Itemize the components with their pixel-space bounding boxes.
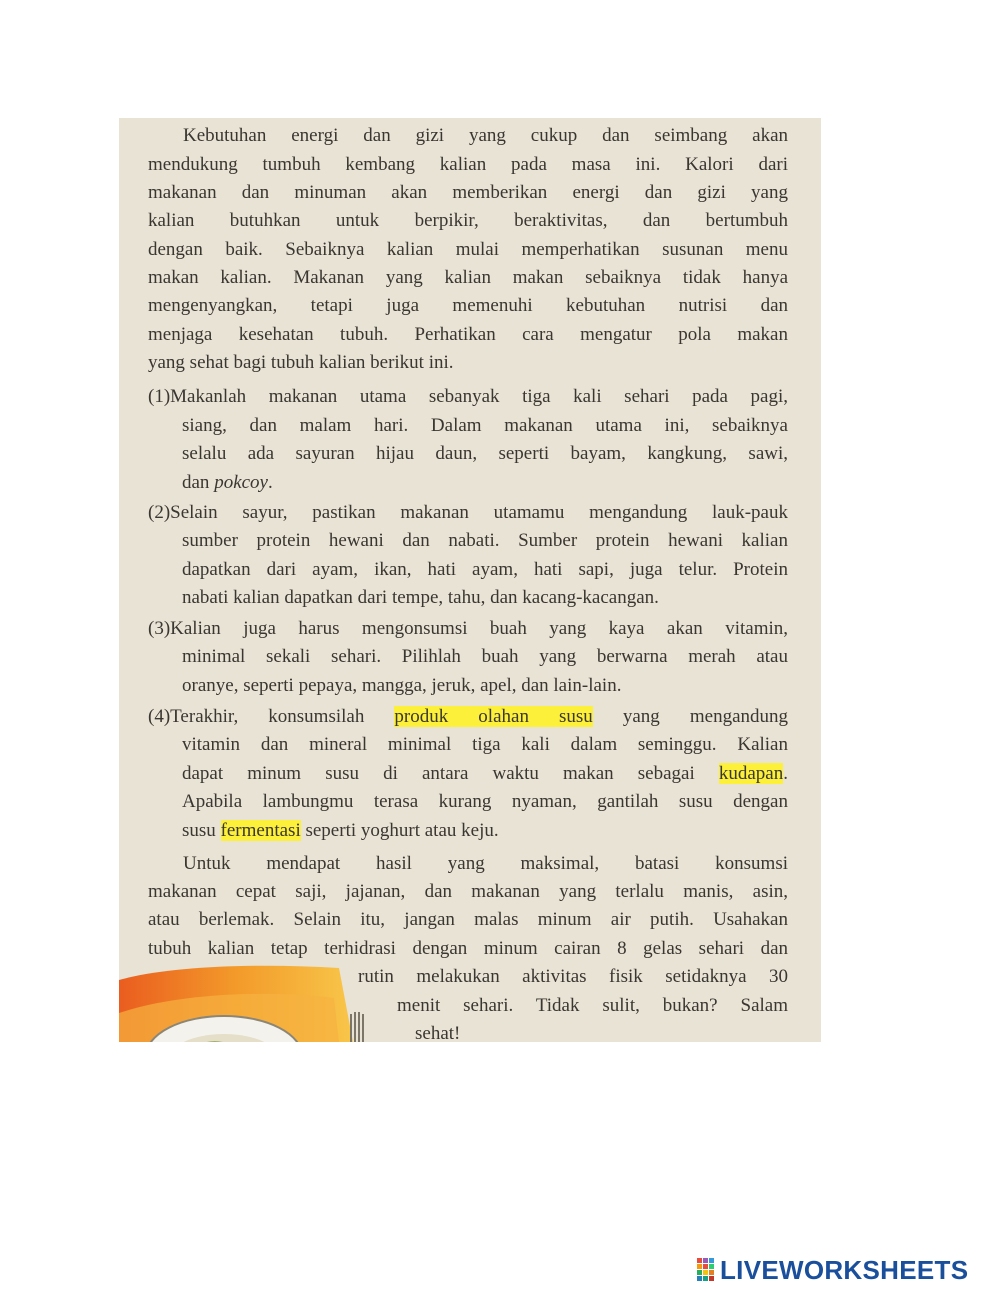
intro-line: mengenyangkan, tetapi juga memenuhi kebutuhan nutrisi dan (148, 295, 788, 316)
intro-line: yang sehat bagi tubuh kalian berikut ini. (148, 352, 454, 373)
list-item-4-line: vitamin dan mineral minimal tiga kali dalam seminggu. Kalian (182, 734, 788, 755)
list-item-4-line: Apabila lambungmu terasa kurang nyaman, gantilah susu dengan (182, 791, 788, 812)
intro-line: mendukung tumbuh kembang kalian pada masa ini. Kalori dari (148, 154, 788, 175)
intro-line: menjaga kesehatan tubuh. Perhatikan cara mengatur pola makan (148, 324, 788, 345)
list-item-2-line: (2)Selain sayur, pastikan makanan utamamu mengandung lauk-pauk (148, 502, 788, 523)
closing-line: atau berlemak. Selain itu, jangan malas minum air putih. Usahakan (148, 909, 788, 930)
list-item-3-line: (3)Kalian juga harus mengonsumsi buah yang kaya akan vitamin, (148, 618, 788, 639)
list-item-3-line: minimal sekali sehari. Pilihlah buah yang berwarna merah atau (182, 646, 788, 667)
liveworksheets-brand-text: LIVEWORKSHEETS (720, 1254, 969, 1285)
list-item-4-line (182, 817, 788, 845)
text-fragment: . (268, 472, 273, 493)
intro-line: kalian butuhkan untuk berpikir, beraktivitas, dan bertumbuh (148, 210, 788, 231)
highlight-kudapan: kudapan (718, 763, 784, 784)
closing-line: makanan cepat saji, jajanan, dan makanan yang terlalu manis, asin, (148, 881, 788, 902)
italic-term-pokcoy: pokcoy (214, 472, 268, 493)
text-fragment: (4)Terakhir, konsumsilah (148, 706, 395, 727)
liveworksheets-logo[interactable] (697, 1254, 992, 1286)
closing-line: menit sehari. Tidak sulit, bukan? Salam (397, 995, 788, 1016)
intro-line: Kebutuhan energi dan gizi yang cukup dan seimbang akan (183, 125, 788, 146)
text-panel (119, 118, 821, 1042)
text-fragment: susu (182, 820, 221, 841)
list-item-1-line: (1)Makanlah makanan utama sebanyak tiga kali sehari pada pagi, (148, 386, 788, 407)
list-item-1-line: siang, dan malam hari. Dalam makanan utama ini, sebaiknya (182, 415, 788, 436)
intro-line: dengan baik. Sebaiknya kalian mulai memperhatikan susunan menu (148, 239, 788, 260)
list-item-1-line: selalu ada sayuran hijau daun, seperti bayam, kangkung, sawi, (182, 443, 788, 464)
text-fragment: yang mengandung (592, 706, 788, 727)
text-fragment: dan (182, 472, 215, 493)
intro-line: makanan dan minuman akan memberikan energi dan gizi yang (148, 182, 788, 203)
list-item-4-line (182, 760, 788, 788)
closing-line: tubuh kalian tetap terhidrasi dengan minum cairan 8 gelas sehari dan (148, 938, 788, 959)
closing-line: Untuk mendapat hasil yang maksimal, batasi konsumsi (183, 853, 788, 874)
list-item-2-line: dapatkan dari ayam, ikan, hati ayam, hati sapi, juga telur. Protein (182, 559, 788, 580)
highlight-produk-olahan-susu: produk olahan susu (394, 706, 593, 727)
intro-line: makan kalian. Makanan yang kalian makan sebaiknya tidak hanya (148, 267, 788, 288)
list-item-3-line: oranye, seperti pepaya, mangga, jeruk, apel, dan lain-lain. (182, 675, 622, 696)
liveworksheets-logo-icon (697, 1258, 717, 1282)
closing-line: sehat! (415, 1023, 461, 1042)
list-item-2-line: sumber protein hewani dan nabati. Sumber protein hewani kalian (182, 530, 788, 551)
text-fragment: . (783, 763, 788, 784)
list-item-1-line (182, 469, 788, 497)
highlight-fermentasi: fermentasi (220, 820, 301, 841)
text-fragment: seperti yoghurt atau keju. (300, 820, 499, 841)
list-item-2-line: nabati kalian dapatkan dari tempe, tahu, dan kacang-kacangan. (182, 587, 659, 608)
closing-line: rutin melakukan aktivitas fisik setidaknya 30 (358, 966, 788, 987)
text-fragment: dapat minum susu di antara waktu makan sebagai (182, 763, 719, 784)
list-item-4-line (148, 703, 788, 731)
